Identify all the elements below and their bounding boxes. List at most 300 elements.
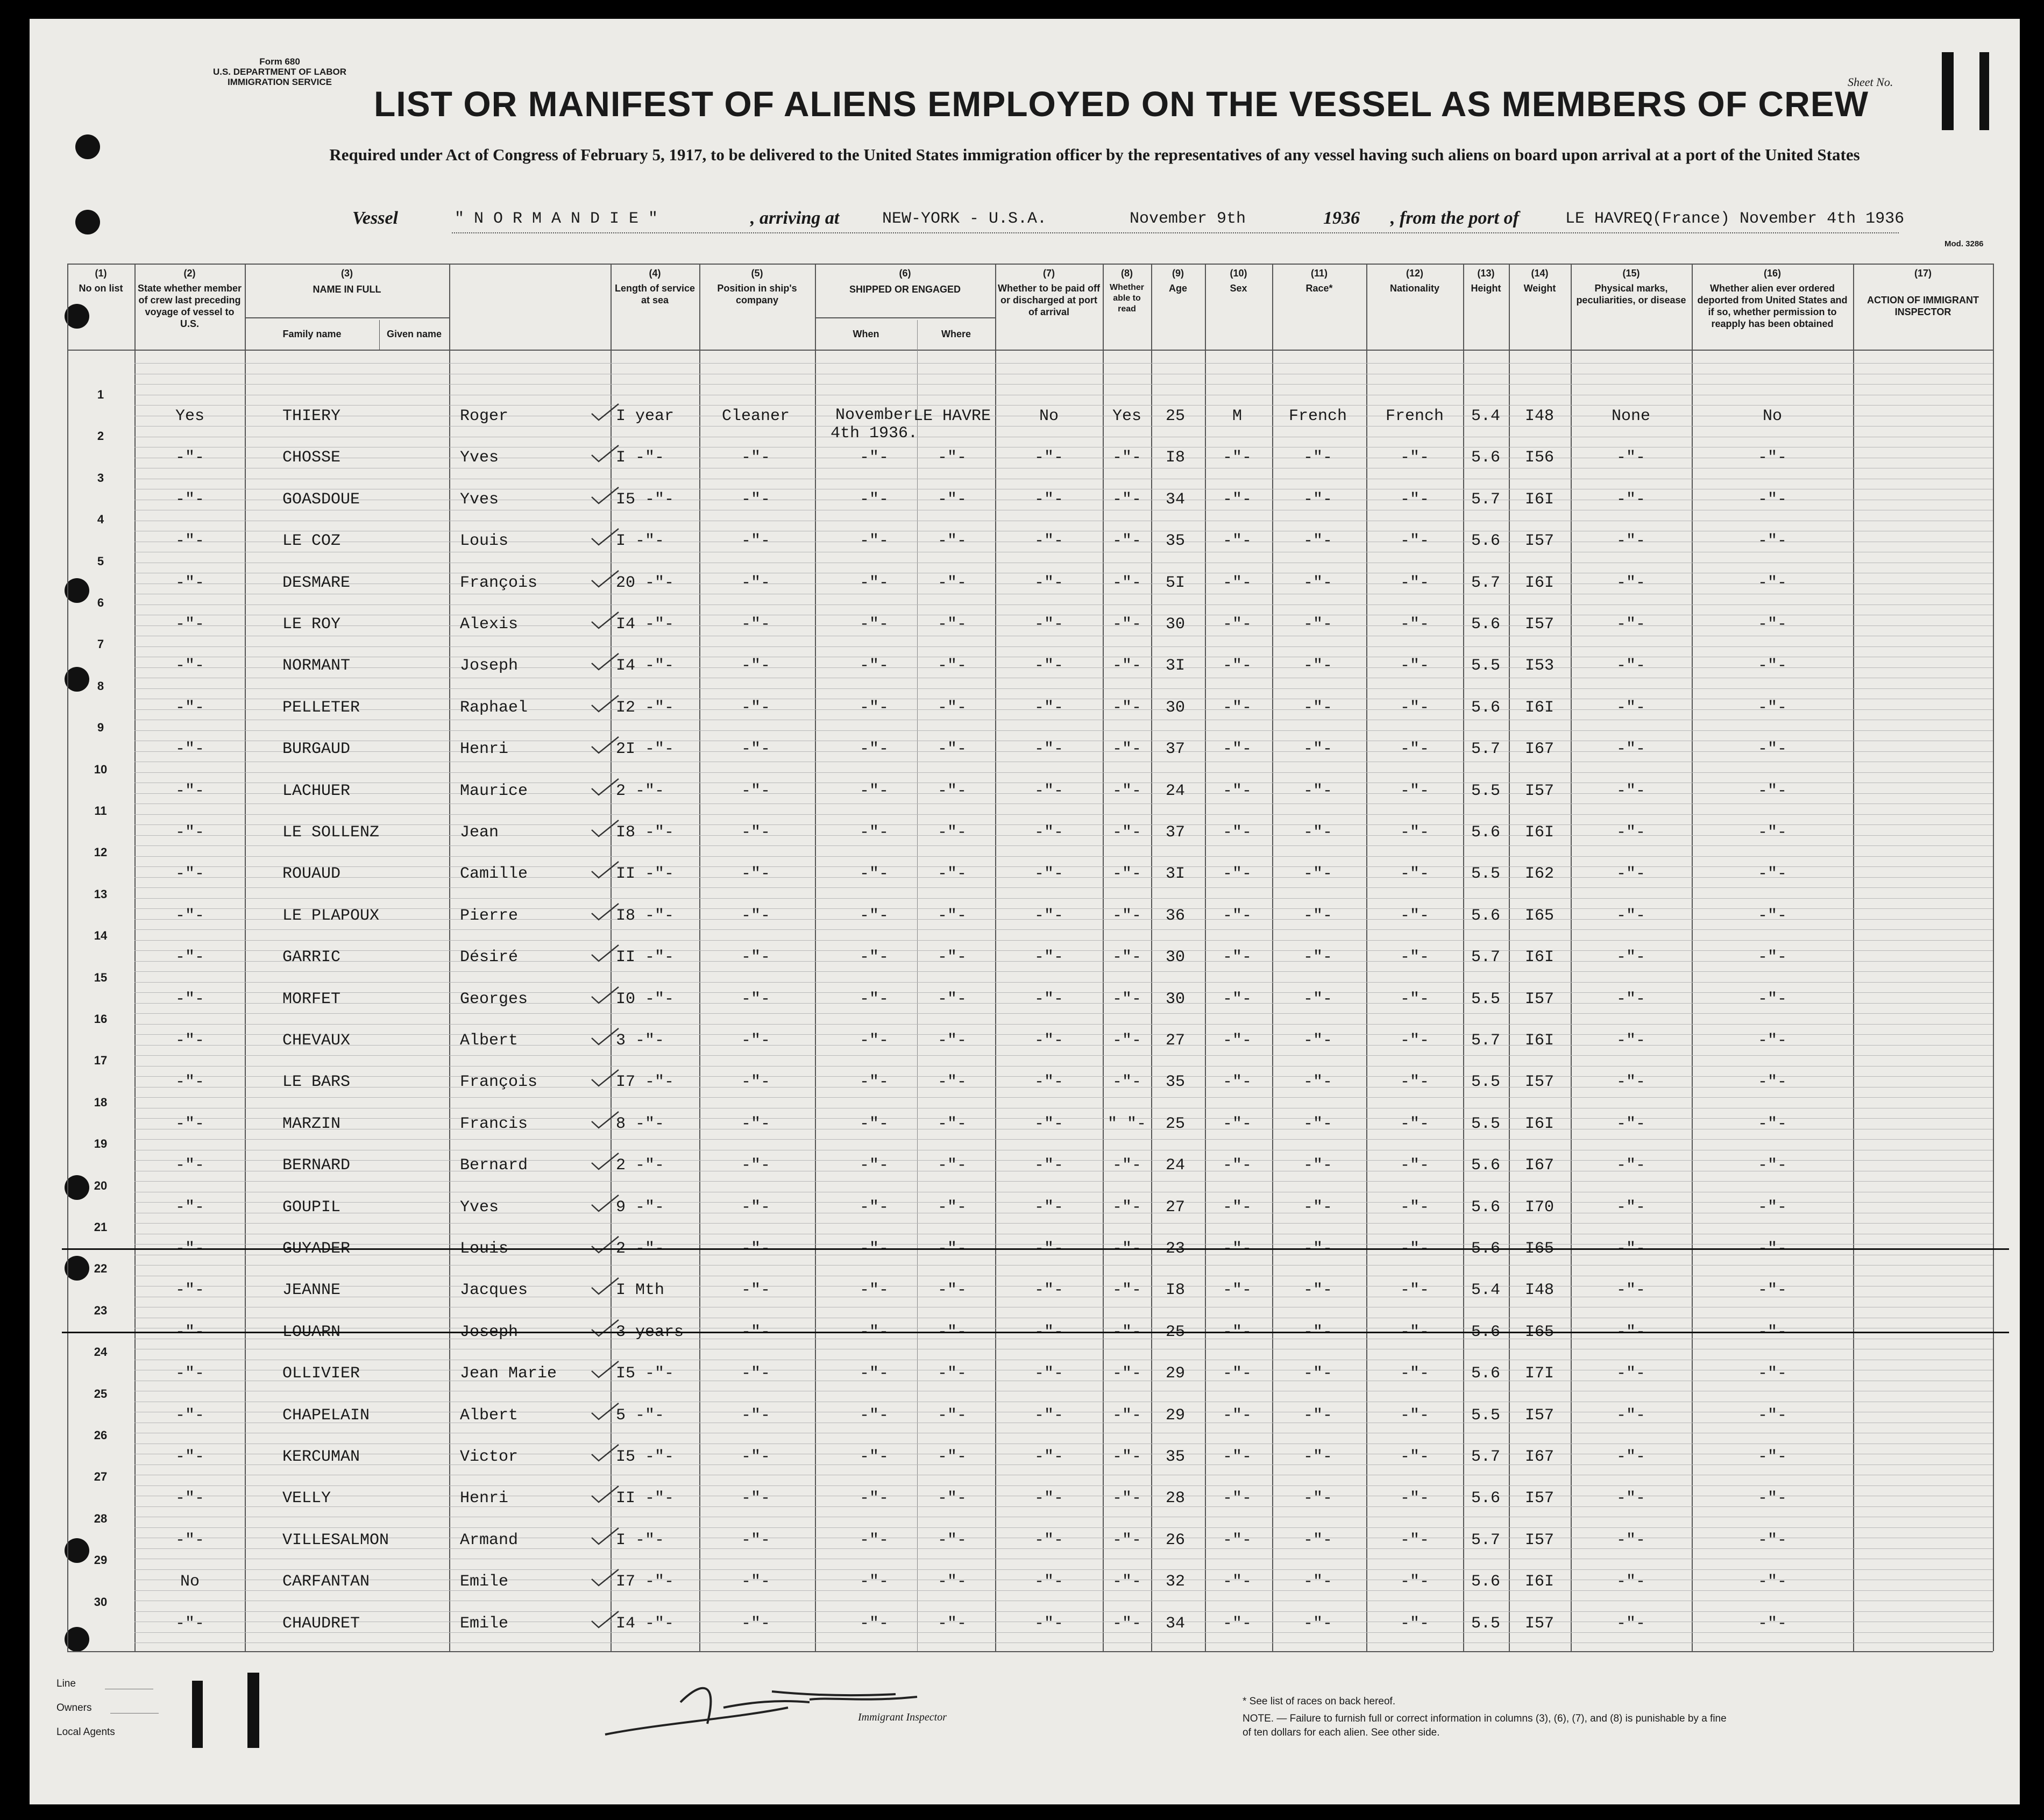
row-number: 18 (94, 1096, 108, 1109)
cell-service: I4 -"- (616, 615, 675, 634)
cell-race: -"- (1303, 574, 1332, 592)
arrival-date: November 9th (1130, 210, 1246, 228)
penalty-note: NOTE. — Failure to furnish full or correct information in columns (3), (6), (7), and (8) is punishable by a fine of ten dollars for each alien. See other side. (1243, 1713, 1727, 1738)
cell-weight: I48 (1524, 407, 1554, 425)
column-12-label: Nationality (1389, 283, 1439, 294)
from-port: LE HAVREQ(France) November 4th 1936 (1565, 210, 1905, 228)
cell-weight: I6I (1524, 823, 1554, 842)
cell-read: -"- (1112, 1573, 1141, 1591)
row-number: 4 (97, 513, 104, 526)
row-number: 28 (94, 1512, 108, 1525)
cell-family: LOUARN (282, 1323, 341, 1341)
column-13-number: (13) (1477, 268, 1495, 279)
check-mark (589, 527, 621, 548)
cell-paid: -"- (1034, 823, 1063, 842)
cell-sex: -"- (1222, 1323, 1252, 1341)
name-header-rule (245, 317, 449, 318)
cell-marks: -"- (1616, 1573, 1645, 1591)
punch-hole (75, 134, 100, 159)
cell-paid: -"- (1034, 948, 1063, 966)
cell-age: I8 (1165, 1281, 1185, 1299)
cell-prev: -"- (175, 823, 204, 842)
cell-read: -"- (1112, 1615, 1141, 1633)
cell-family: CHOSSE (282, 449, 341, 467)
form-number: Form 680 (259, 56, 300, 67)
punch-hole (75, 210, 100, 234)
cell-prev: -"- (175, 1406, 204, 1425)
department: U.S. DEPARTMENT OF LABOR (212, 67, 347, 77)
check-mark (589, 1484, 621, 1505)
cell-read: -"- (1112, 574, 1141, 592)
check-mark (589, 1193, 621, 1214)
strike-through-line (62, 1248, 2009, 1250)
cell-race: -"- (1303, 1115, 1332, 1133)
cell-given: François (460, 1073, 538, 1091)
cell-deported: -"- (1757, 782, 1787, 800)
cell-marks: -"- (1616, 1073, 1645, 1091)
cell-read: -"- (1112, 490, 1141, 509)
cell-given: Alexis (460, 615, 519, 634)
row-number: 23 (94, 1304, 108, 1317)
cell-race: -"- (1303, 782, 1332, 800)
column-divider (449, 264, 450, 1651)
form-header (202, 56, 358, 87)
cell-given: Victor (460, 1448, 519, 1466)
cell-sex: -"- (1222, 1115, 1252, 1133)
cell-nat: -"- (1400, 1156, 1429, 1175)
column-17-number: (17) (1914, 268, 1932, 279)
cell-read: -"- (1112, 449, 1141, 467)
cell-service: 8 -"- (616, 1115, 665, 1133)
cell-service: I5 -"- (616, 490, 675, 509)
cell-read: -"- (1112, 1073, 1141, 1091)
vessel-name: " N O R M A N D I E " (455, 210, 658, 228)
cell-age: 25 (1165, 407, 1185, 425)
cell-nat: -"- (1400, 1115, 1429, 1133)
row-number: 12 (94, 845, 108, 859)
cell-marks: -"- (1616, 1406, 1645, 1425)
row-number: 30 (94, 1595, 108, 1609)
cell-weight: I57 (1524, 1531, 1554, 1549)
cell-race: -"- (1303, 1323, 1332, 1341)
cell-read: " "- (1107, 1115, 1146, 1133)
cell-weight: I62 (1524, 865, 1554, 883)
cell-when: -"- (859, 1032, 889, 1050)
cell-given: Joseph (460, 657, 519, 675)
check-mark (589, 568, 621, 590)
cell-service: 5 -"- (616, 1406, 665, 1425)
cell-sex: -"- (1222, 532, 1252, 550)
ruling-line (134, 405, 1993, 406)
cell-deported: -"- (1757, 1281, 1787, 1299)
row-number: 14 (94, 929, 108, 942)
cell-read: -"- (1112, 782, 1141, 800)
cell-age: 30 (1165, 615, 1185, 634)
row-number: 19 (94, 1137, 108, 1150)
check-mark (589, 1068, 621, 1089)
cell-weight: I70 (1524, 1198, 1554, 1217)
table-top-border (67, 264, 1993, 265)
cell-marks: -"- (1616, 823, 1645, 842)
cell-height: 5.5 (1471, 1615, 1500, 1633)
cell-nat: -"- (1400, 907, 1429, 925)
cell-where: -"- (937, 1240, 967, 1258)
cell-height: 5.6 (1471, 615, 1500, 634)
cell-paid: -"- (1034, 1323, 1063, 1341)
ruling-line (134, 1223, 1993, 1224)
cell-sex: -"- (1222, 490, 1252, 509)
cell-family: NORMANT (282, 657, 351, 675)
cell-age: 24 (1165, 782, 1185, 800)
cell-service: I7 -"- (616, 1573, 675, 1591)
cell-weight: I6I (1524, 948, 1554, 966)
cell-race: -"- (1303, 1531, 1332, 1549)
cell-prev: -"- (175, 449, 204, 467)
cell-prev: -"- (175, 990, 204, 1008)
cell-family: LACHUER (282, 782, 351, 800)
cell-race: -"- (1303, 1198, 1332, 1217)
cell-sex: -"- (1222, 740, 1252, 758)
cell-nat: -"- (1400, 490, 1429, 509)
cell-weight: I7I (1524, 1364, 1554, 1383)
column-3-family-header: Family name (282, 329, 342, 339)
cell-height: 5.7 (1471, 1448, 1500, 1466)
cell-service: I4 -"- (616, 657, 675, 675)
cell-height: 5.6 (1471, 907, 1500, 925)
cell-race: -"- (1303, 532, 1332, 550)
ruling-line (134, 1097, 1993, 1098)
cell-height: 5.6 (1471, 1198, 1500, 1217)
cell-nat: -"- (1400, 782, 1429, 800)
cell-sex: -"- (1222, 1156, 1252, 1175)
cell-service: I -"- (616, 532, 665, 550)
cell-height: 5.6 (1471, 1364, 1500, 1383)
cell-family: CHAUDRET (282, 1615, 360, 1633)
column-10-number: (10) (1230, 268, 1247, 279)
cell-paid: -"- (1034, 990, 1063, 1008)
shipped-header-rule (815, 317, 995, 318)
row-number: 3 (97, 471, 104, 485)
cell-weight: I56 (1524, 449, 1554, 467)
column-3-given-header: Given name (386, 329, 442, 339)
cell-position: Cleaner (721, 407, 790, 425)
from-label: , from the port of (1390, 208, 1519, 228)
cell-service: I0 -"- (616, 990, 675, 1008)
cell-where: -"- (937, 1032, 967, 1050)
cell-deported: -"- (1757, 1198, 1787, 1217)
cell-given: Yves (460, 449, 499, 467)
cell-service: I -"- (616, 449, 665, 467)
cell-height: 5.7 (1471, 574, 1500, 592)
cell-deported: -"- (1757, 1615, 1787, 1633)
cell-when: November 4th 1936. (830, 406, 918, 443)
local-agents-label: Local Agents (56, 1726, 115, 1738)
cell-race: -"- (1303, 449, 1332, 467)
cell-position: -"- (741, 1156, 770, 1175)
cell-deported: -"- (1757, 1448, 1787, 1466)
cell-when: -"- (859, 865, 889, 883)
row-number: 7 (97, 637, 104, 651)
cell-service: I7 -"- (616, 1073, 675, 1091)
cell-prev: -"- (175, 1198, 204, 1217)
cell-family: VILLESALMON (282, 1531, 389, 1549)
cell-height: 5.6 (1471, 1156, 1500, 1175)
cell-position: -"- (741, 907, 770, 925)
cell-age: 30 (1165, 948, 1185, 966)
cell-race: -"- (1303, 1156, 1332, 1175)
cell-when: -"- (859, 782, 889, 800)
column-divider (67, 264, 68, 1651)
cell-marks: -"- (1616, 1281, 1645, 1299)
cell-sex: -"- (1222, 907, 1252, 925)
cell-prev: Yes (175, 407, 204, 425)
cell-position: -"- (741, 699, 770, 717)
cell-sex: -"- (1222, 699, 1252, 717)
cell-nat: -"- (1400, 990, 1429, 1008)
cell-weight: I67 (1524, 1448, 1554, 1466)
cell-where: -"- (937, 1406, 967, 1425)
ruling-line (134, 1024, 1993, 1025)
ruling-line (134, 1139, 1993, 1140)
cell-weight: I57 (1524, 615, 1554, 634)
cell-read: -"- (1112, 1240, 1141, 1258)
cell-height: 5.5 (1471, 1406, 1500, 1425)
cell-when: -"- (859, 1531, 889, 1549)
cell-read: -"- (1112, 907, 1141, 925)
cell-age: 27 (1165, 1032, 1185, 1050)
column-2-number: (2) (183, 268, 196, 279)
cell-service: II -"- (616, 1489, 675, 1508)
cell-nat: -"- (1400, 1323, 1429, 1341)
cell-family: LE COZ (282, 532, 341, 550)
cell-height: 5.7 (1471, 490, 1500, 509)
arriving-port: NEW-YORK - U.S.A. (882, 210, 1047, 228)
cell-weight: I65 (1524, 1323, 1554, 1341)
cell-given: Louis (460, 532, 509, 550)
cell-paid: -"- (1034, 1073, 1063, 1091)
cell-prev: -"- (175, 1115, 204, 1133)
ruling-line (134, 929, 1993, 930)
cell-position: -"- (741, 449, 770, 467)
cell-race: -"- (1303, 1489, 1332, 1508)
manifest-sheet (30, 19, 2020, 1804)
cell-weight: I48 (1524, 1281, 1554, 1299)
cell-service: I4 -"- (616, 1615, 675, 1633)
cell-deported: No (1762, 407, 1782, 425)
cell-given: Joseph (460, 1323, 519, 1341)
cell-given: Yves (460, 490, 499, 509)
cell-position: -"- (741, 1489, 770, 1508)
cell-marks: -"- (1616, 907, 1645, 925)
cell-paid: -"- (1034, 865, 1063, 883)
column-9-number: (9) (1172, 268, 1184, 279)
cell-position: -"- (741, 1531, 770, 1549)
cell-age: 37 (1165, 740, 1185, 758)
cell-when: -"- (859, 907, 889, 925)
cell-service: 20 -"- (616, 574, 675, 592)
cell-family: BERNARD (282, 1156, 351, 1175)
cell-weight: I57 (1524, 1615, 1554, 1633)
column-4-number: (4) (649, 268, 661, 279)
cell-weight: I6I (1524, 574, 1554, 592)
column-7-number: (7) (1043, 268, 1055, 279)
cell-prev: -"- (175, 865, 204, 883)
cell-family: LE BARS (282, 1073, 351, 1091)
column-16-label: Whether alien ever ordered deported from United States and if so, whether permission to reapply has been obtained (1697, 283, 1848, 329)
cell-deported: -"- (1757, 1156, 1787, 1175)
cell-family: GOASDOUE (282, 490, 360, 509)
cell-race: -"- (1303, 1281, 1332, 1299)
table-header-bottom (67, 350, 1993, 351)
cell-where: -"- (937, 1281, 967, 1299)
cell-when: -"- (859, 740, 889, 758)
cell-marks: -"- (1616, 1489, 1645, 1508)
cell-where: -"- (937, 865, 967, 883)
cell-where: -"- (937, 1073, 967, 1091)
cell-where: -"- (937, 1198, 967, 1217)
cell-position: -"- (741, 990, 770, 1008)
row-number: 11 (94, 804, 107, 817)
column-10-label: Sex (1230, 283, 1247, 294)
ruling-line (134, 688, 1993, 689)
cell-service: I8 -"- (616, 907, 675, 925)
cell-marks: -"- (1616, 615, 1645, 634)
cell-height: 5.6 (1471, 532, 1500, 550)
cell-when: -"- (859, 1281, 889, 1299)
cell-nat: -"- (1400, 948, 1429, 966)
cell-paid: -"- (1034, 1489, 1063, 1508)
column-8-number: (8) (1121, 268, 1133, 279)
cell-when: -"- (859, 615, 889, 634)
row-number: 27 (94, 1470, 108, 1483)
ruling-line (134, 845, 1993, 846)
cell-marks: -"- (1616, 990, 1645, 1008)
cell-when: -"- (859, 823, 889, 842)
cell-height: 5.7 (1471, 948, 1500, 966)
column-12-number: (12) (1406, 268, 1423, 279)
cell-when: -"- (859, 1364, 889, 1383)
cell-age: I8 (1165, 449, 1185, 467)
cell-paid: -"- (1034, 1364, 1063, 1383)
cell-deported: -"- (1757, 615, 1787, 634)
cell-when: -"- (859, 990, 889, 1008)
cell-position: -"- (741, 490, 770, 509)
cell-sex: -"- (1222, 948, 1252, 966)
page-subtitle: Required under Act of Congress of February 5, 1917, to be delivered to the United States immigration officer by the representatives of any vessel having such aliens on board upon arrival at a port of the United States (329, 145, 1860, 164)
cell-given: Yves (460, 1198, 499, 1217)
cell-position: -"- (741, 823, 770, 842)
cell-paid: -"- (1034, 1615, 1063, 1633)
cell-deported: -"- (1757, 532, 1787, 550)
cell-given: Albert (460, 1032, 519, 1050)
cell-weight: I57 (1524, 1406, 1554, 1425)
cell-nat: -"- (1400, 615, 1429, 634)
cell-deported: -"- (1757, 574, 1787, 592)
cell-where: -"- (937, 990, 967, 1008)
voyage-underline (452, 232, 1899, 233)
cell-service: 2 -"- (616, 782, 665, 800)
cell-deported: -"- (1757, 740, 1787, 758)
voyage-line (352, 208, 1966, 235)
cell-family: THIERY (282, 407, 341, 425)
cell-prev: -"- (175, 699, 204, 717)
cell-position: -"- (741, 574, 770, 592)
cell-marks: -"- (1616, 1156, 1645, 1175)
cell-weight: I57 (1524, 1073, 1554, 1091)
cell-prev: -"- (175, 574, 204, 592)
ruling-line (134, 814, 1993, 815)
cell-paid: -"- (1034, 907, 1063, 925)
cell-read: -"- (1112, 1364, 1141, 1383)
cell-height: 5.6 (1471, 1573, 1500, 1591)
cell-given: François (460, 574, 538, 592)
cell-nat: -"- (1400, 1364, 1429, 1383)
row-number: 24 (94, 1345, 108, 1359)
cell-height: 5.7 (1471, 1032, 1500, 1050)
page-title: LIST OR MANIFEST OF ALIENS EMPLOYED ON THE VESSEL AS MEMBERS OF CREW (374, 84, 1869, 124)
cell-when: -"- (859, 1615, 889, 1633)
cell-given: Emile (460, 1573, 509, 1591)
cell-race: -"- (1303, 615, 1332, 634)
cell-read: -"- (1112, 1489, 1141, 1508)
inspector-signature (594, 1670, 971, 1751)
cell-marks: -"- (1616, 657, 1645, 675)
ruling-line (134, 1485, 1993, 1486)
cell-family: CHAPELAIN (282, 1406, 370, 1425)
cell-where: -"- (937, 782, 967, 800)
cell-sex: M (1232, 407, 1242, 425)
cell-age: 35 (1165, 1448, 1185, 1466)
cell-marks: -"- (1616, 532, 1645, 550)
cell-read: Yes (1112, 407, 1141, 425)
cell-when: -"- (859, 657, 889, 675)
check-mark (589, 610, 621, 631)
cell-given: Camille (460, 865, 528, 883)
cell-prev: -"- (175, 532, 204, 550)
cell-prev: -"- (175, 1448, 204, 1466)
cell-where: LE HAVRE (913, 407, 991, 425)
cell-age: 27 (1165, 1198, 1185, 1217)
cell-height: 5.5 (1471, 865, 1500, 883)
cell-race: -"- (1303, 740, 1332, 758)
cell-read: -"- (1112, 657, 1141, 675)
cell-paid: -"- (1034, 574, 1063, 592)
cell-position: -"- (741, 1281, 770, 1299)
cell-marks: -"- (1616, 1115, 1645, 1133)
cell-nat: -"- (1400, 823, 1429, 842)
column-1-label: No on list (79, 283, 123, 294)
cell-nat: -"- (1400, 699, 1429, 717)
cell-when: -"- (859, 1073, 889, 1091)
cell-nat: -"- (1400, 865, 1429, 883)
cell-service: 2I -"- (616, 740, 675, 758)
check-mark (589, 1442, 621, 1464)
cell-given: Roger (460, 407, 509, 425)
cell-weight: I67 (1524, 740, 1554, 758)
column-divider (1993, 264, 1994, 1651)
cell-nat: -"- (1400, 532, 1429, 550)
row-number: 25 (94, 1387, 108, 1400)
cell-age: 28 (1165, 1489, 1185, 1508)
cell-read: -"- (1112, 823, 1141, 842)
cell-prev: -"- (175, 1156, 204, 1175)
cell-paid: -"- (1034, 1198, 1063, 1217)
cell-nat: -"- (1400, 1281, 1429, 1299)
sheet-number-mark (1942, 52, 1954, 130)
ruling-line (134, 730, 1993, 731)
row-number: 5 (97, 554, 104, 568)
cell-nat: -"- (1400, 1448, 1429, 1466)
